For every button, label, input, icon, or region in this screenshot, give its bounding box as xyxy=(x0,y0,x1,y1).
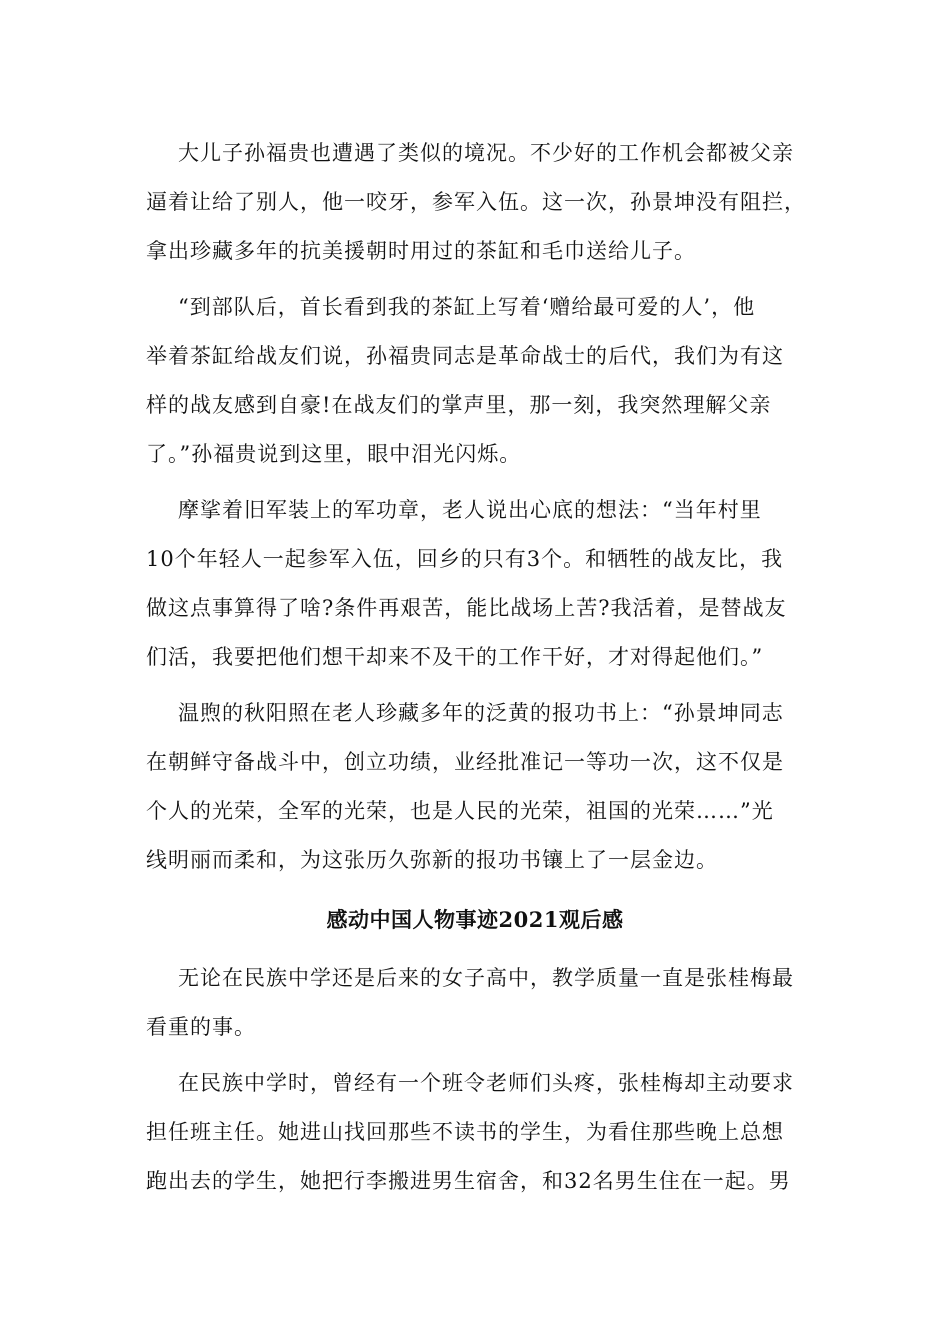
text-line: 摩挲着旧军装上的军功章，老人说出心底的想法：“当年村里 xyxy=(178,498,762,522)
text-line: “到部队后，首长看到我的茶缸上写着‘赠给最可爱的人’，他 xyxy=(178,295,756,319)
text-line: 逼着让给了别人，他一咬牙，参军入伍。这一次，孙景坤没有阻拦， xyxy=(146,190,806,214)
text-line: 担任班主任。她进山找回那些不读书的学生，为看住那些晚上总想 xyxy=(146,1120,784,1144)
text-line: 大儿子孙福贵也遭遇了类似的境况。不少好的工作机会都被父亲 xyxy=(178,141,794,165)
text-line: 样的战友感到自豪!在战友们的掌声里，那一刻，我突然理解父亲 xyxy=(146,393,772,417)
text-line: 在民族中学时，曾经有一个班令老师们头疼，张桂梅却主动要求 xyxy=(178,1071,794,1095)
text-line: 10个年轻人一起参军入伍，回乡的只有3个。和牺牲的战友比，我 xyxy=(146,547,784,571)
text-line: 了。”孙福贵说到这里，眼中泪光闪烁。 xyxy=(146,442,522,466)
text-line: 看重的事。 xyxy=(146,1015,256,1039)
section-heading: 感动中国人物事迹2021观后感 xyxy=(326,907,624,932)
text-line: 跑出去的学生，她把行李搬进男生宿舍，和32名男生住在一起。男 xyxy=(146,1169,791,1193)
text-line: 拿出珍藏多年的抗美援朝时用过的茶缸和毛巾送给儿子。 xyxy=(146,239,696,263)
text-line: 温煦的秋阳照在老人珍藏多年的泛黄的报功书上：“孙景坤同志 xyxy=(178,701,784,725)
text-line: 们活，我要把他们想干却来不及干的工作干好，才对得起他们。” xyxy=(146,645,764,669)
text-line: 举着茶缸给战友们说，孙福贵同志是革命战士的后代，我们为有这 xyxy=(146,344,784,368)
text-line: 个人的光荣，全军的光荣，也是人民的光荣，祖国的光荣……”光 xyxy=(146,799,774,823)
text-line: 无论在民族中学还是后来的女子高中，教学质量一直是张桂梅最 xyxy=(178,966,794,990)
text-line: 在朝鲜守备战斗中，创立功绩，业经批准记一等功一次，这不仅是 xyxy=(146,750,784,774)
text-line: 做这点事算得了啥?条件再艰苦，能比战场上苦?我活着，是替战友 xyxy=(146,596,787,620)
text-line: 线明丽而柔和，为这张历久弥新的报功书镶上了一层金边。 xyxy=(146,848,718,872)
